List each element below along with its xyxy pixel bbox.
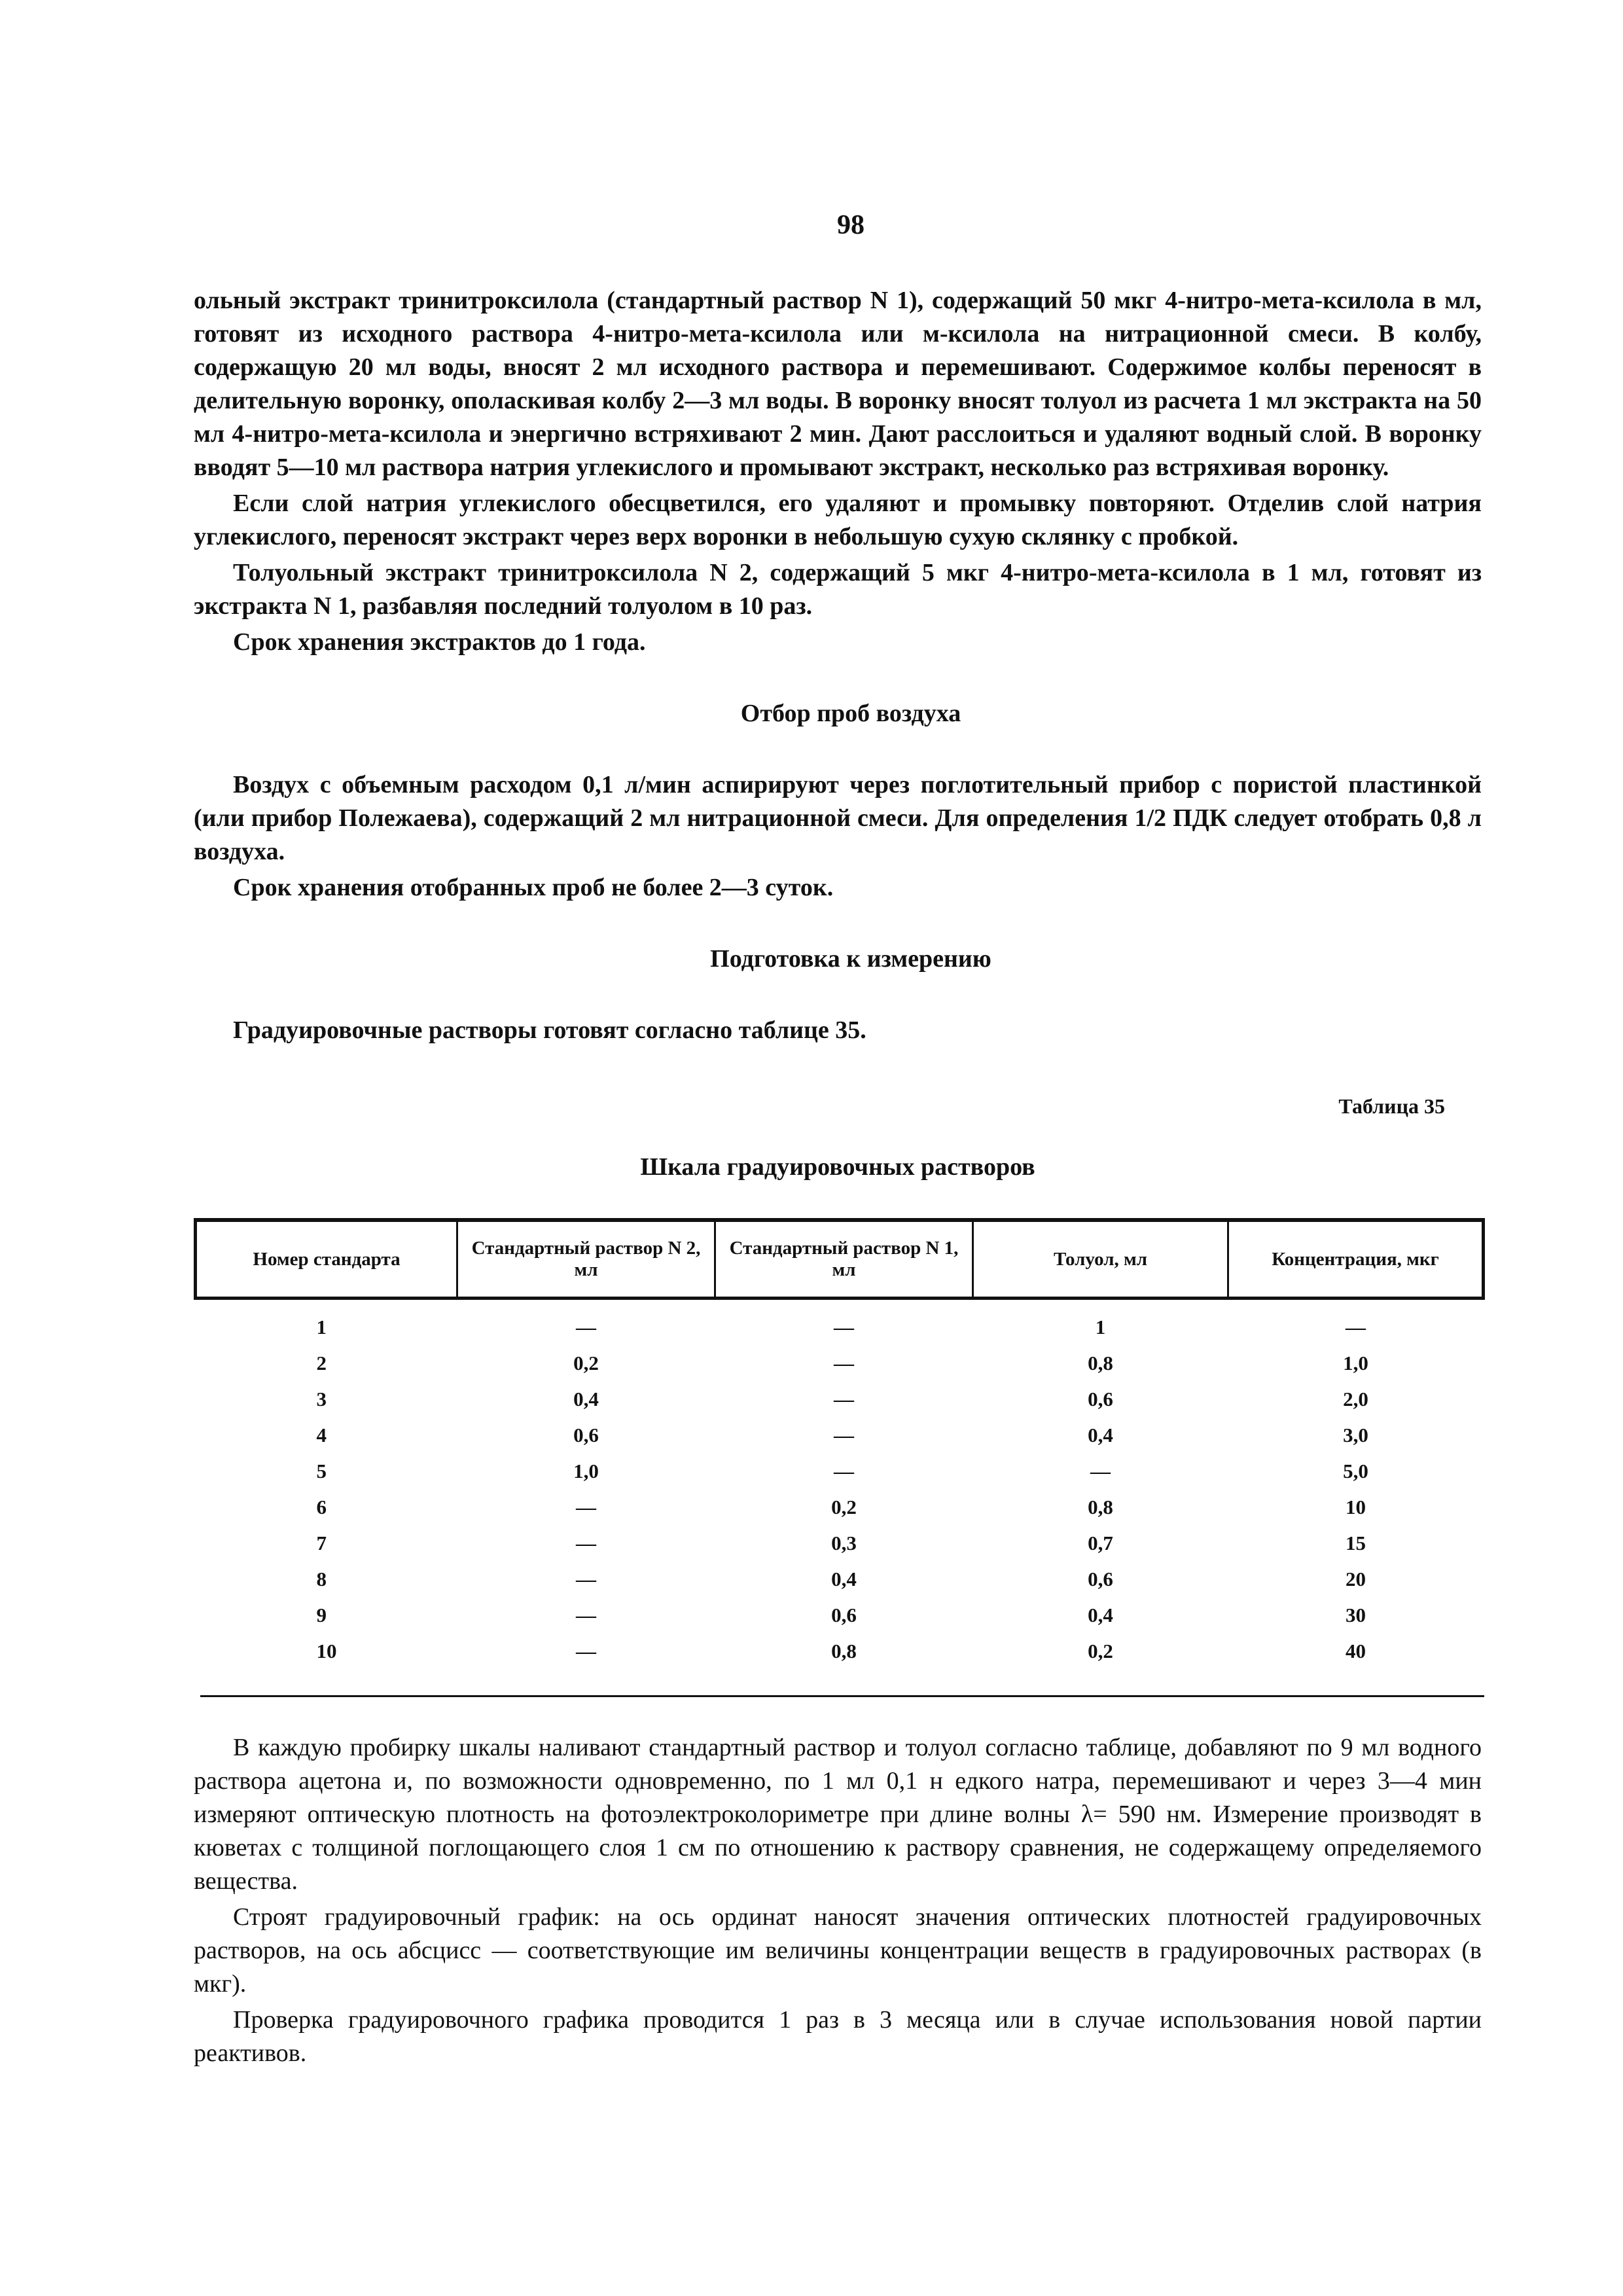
cell-standard-number: 7: [316, 1531, 327, 1554]
cell-concentration: 2,0: [1343, 1387, 1368, 1410]
cell-solution-n2: 0,4: [573, 1387, 599, 1410]
header-standard-number: Номер стандарта: [196, 1220, 457, 1299]
cell-solution-n2: —: [576, 1603, 596, 1626]
cell-concentration: 15: [1346, 1531, 1366, 1554]
cell-solution-n1: 0,4: [831, 1567, 857, 1590]
cell-toluene: 0,4: [1088, 1603, 1113, 1626]
table-row: [196, 1345, 1484, 1381]
cell-solution-n2: —: [576, 1315, 596, 1338]
paragraph-extract-storage: Срок хранения экстрактов до 1 года.: [233, 628, 646, 656]
cell-standard-number: 8: [316, 1567, 327, 1590]
table-row: [196, 1489, 1484, 1525]
cell-solution-n2: —: [576, 1495, 596, 1518]
cell-toluene: 0,8: [1088, 1351, 1113, 1374]
cell-concentration: 5,0: [1343, 1459, 1368, 1482]
cell-toluene: 0,7: [1088, 1531, 1113, 1554]
table-row: [196, 1525, 1484, 1561]
paragraph-air-sampling: Воздух с объемным расходом 0,1 л/мин аспирируют через поглотительный прибор с пористой пластинкой (или прибор Полежаева), содержащий 2 мл нитрационной смеси. Для определения 1/2 ПДК следует отобрать 0,8 л воздуха.: [194, 771, 1482, 865]
cell-solution-n2: —: [576, 1639, 596, 1662]
table-row: [196, 1561, 1484, 1597]
header-concentration: Концентрация, мкг: [1228, 1220, 1484, 1299]
sampling-text-block: [194, 768, 1482, 905]
header-standard-solution-n1: Стандартный раствор N 1, мл: [715, 1220, 973, 1299]
cell-concentration: 1,0: [1343, 1351, 1368, 1374]
cell-standard-number: 1: [316, 1315, 327, 1338]
table-row: [196, 1597, 1484, 1633]
cell-standard-number: 10: [316, 1639, 337, 1662]
cell-concentration: —: [1346, 1315, 1366, 1338]
cell-toluene: 0,6: [1088, 1567, 1113, 1590]
cell-solution-n1: —: [834, 1423, 854, 1446]
cell-concentration: 3,0: [1343, 1423, 1368, 1446]
paragraph-graph-verification: Проверка градуировочного графика проводится 1 раз в 3 месяца или в случае использования новой партии реактивов.: [194, 2006, 1482, 2067]
cell-solution-n1: 0,6: [831, 1603, 857, 1626]
paragraph-measurement-procedure: В каждую пробирку шкалы наливают стандартный раствор и толуол согласно таблице, добавляют по 9 мл водного раствора ацетона и, по возможности одновременно, по 1 мл 0,1 н едкого натра, перемешивают и через 3—4 мин измеряют оптическую плотность на фотоэлектроколориметре при длине волны λ= 590 нм. Измерение производят в кюветах с толщиной поглощающего слоя 1 см по отношению к раствору сравнения, не содержащему определяемого вещества.: [194, 1734, 1482, 1895]
preparation-text-block: [194, 1014, 1482, 1047]
cell-solution-n1: —: [834, 1315, 854, 1338]
cell-standard-number: 9: [316, 1603, 327, 1626]
table-bottom-rule: [200, 1695, 1484, 1697]
cell-standard-number: 5: [316, 1459, 327, 1482]
cell-concentration: 40: [1346, 1639, 1366, 1662]
cell-solution-n1: —: [834, 1459, 854, 1482]
cell-toluene: 1: [1095, 1315, 1106, 1338]
cell-solution-n2: —: [576, 1531, 596, 1554]
paragraph-sodium-layer: Если слой натрия углекислого обесцветился, его удаляют и промывку повторяют. Отделив слой натрия углекислого, переносят экстракт через верх воронки в небольшую сухую склянку с пробкой.: [194, 490, 1482, 550]
cell-toluene: —: [1090, 1459, 1111, 1482]
table-header-row: [196, 1220, 1484, 1299]
table-caption: Таблица 35: [1338, 1094, 1445, 1118]
cell-standard-number: 4: [316, 1423, 327, 1446]
table-row: [196, 1381, 1484, 1417]
cell-toluene: 0,8: [1088, 1495, 1113, 1518]
paragraph-calibration-ref: Градуировочные растворы готовят согласно таблице 35.: [233, 1016, 866, 1044]
cell-toluene: 0,2: [1088, 1639, 1113, 1662]
cell-concentration: 30: [1346, 1603, 1366, 1626]
table-title: Шкала градуировочных растворов: [640, 1153, 1035, 1181]
calibration-table: [194, 1218, 1485, 1669]
cell-solution-n1: 0,2: [831, 1495, 857, 1518]
document-page: [194, 209, 1482, 2070]
table-row: [196, 1299, 1484, 1346]
section-heading-preparation: Подготовка к измерению: [710, 945, 991, 973]
table-row: [196, 1417, 1484, 1453]
cell-solution-n1: 0,3: [831, 1531, 857, 1554]
header-toluene: Толуол, мл: [973, 1220, 1228, 1299]
cell-concentration: 10: [1346, 1495, 1366, 1518]
cell-concentration: 20: [1346, 1567, 1366, 1590]
paragraph-calibration-graph: Строят градуировочный график: на ось ординат наносят значения оптических плотностей градуировочных растворов, на ось абсцисс — соответствующие им величины концентрации веществ в градуировочных растворах (в мкг).: [194, 1903, 1482, 1998]
bottom-text-block: [194, 1731, 1482, 2070]
paragraph-sample-storage: Срок хранения отобранных проб не более 2—3 суток.: [233, 874, 834, 901]
cell-standard-number: 2: [316, 1351, 327, 1374]
cell-solution-n1: —: [834, 1387, 854, 1410]
header-standard-solution-n2: Стандартный раствор N 2, мл: [457, 1220, 715, 1299]
cell-standard-number: 3: [316, 1387, 327, 1410]
section-heading-sampling: Отбор проб воздуха: [740, 700, 961, 727]
cell-solution-n2: —: [576, 1567, 596, 1590]
cell-standard-number: 6: [316, 1495, 327, 1518]
cell-solution-n2: 1,0: [573, 1459, 599, 1482]
cell-solution-n1: —: [834, 1351, 854, 1374]
cell-solution-n2: 0,2: [573, 1351, 599, 1374]
paragraph-extract-preparation: ольный экстракт тринитроксилола (стандартный раствор N 1), содержащий 50 мкг 4-нитро-мета-ксилола в мл, готовят из исходного раствора 4-нитро-мета-ксилола или м-ксилола на нитрационной смеси. В колбу, содержащую 20 мл воды, вносят 2 мл исходного раствора и перемешивают. Содержимое колбы переносят в делительную воронку, ополаскивая колбу 2—3 мл воды. В воронку вносят толуол из расчета 1 мл экстракта на 50 мл 4-нитро-мета-ксилола и энергично встряхивают 2 мин. Дают расслоиться и удаляют водный слой. В воронку вводят 5—10 мл раствора натрия углекислого и промывают экстракт, несколько раз встряхивая воронку.: [194, 287, 1482, 481]
top-text-block: [194, 284, 1482, 659]
table-row: [196, 1453, 1484, 1489]
cell-toluene: 0,4: [1088, 1423, 1113, 1446]
page-number: 98: [837, 210, 865, 240]
cell-solution-n1: 0,8: [831, 1639, 857, 1662]
table-row: [196, 1633, 1484, 1669]
cell-solution-n2: 0,6: [573, 1423, 599, 1446]
cell-toluene: 0,6: [1088, 1387, 1113, 1410]
paragraph-extract-n2: Толуольный экстракт тринитроксилола N 2, содержащий 5 мкг 4-нитро-мета-ксилола в 1 мл, готовят из экстракта N 1, разбавляя последний толуолом в 10 раз.: [194, 559, 1482, 620]
